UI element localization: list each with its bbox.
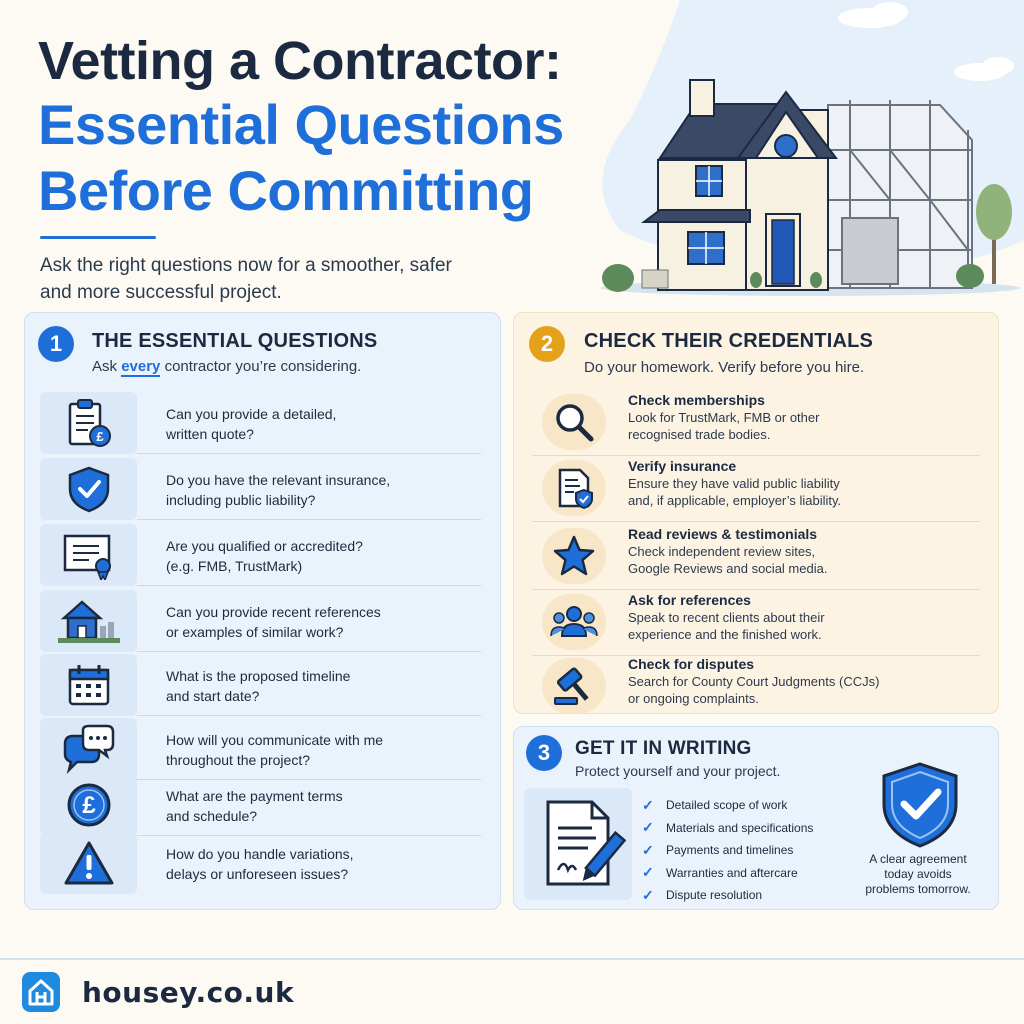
question-row	[40, 830, 481, 894]
svg-text:£: £	[95, 429, 104, 444]
house-icon	[40, 590, 137, 652]
section-2-title: CHECK THEIR CREDENTIALS	[584, 330, 874, 352]
gavel-icon	[542, 658, 606, 714]
question-row	[40, 588, 481, 652]
credential-title: Verify insurance	[628, 458, 737, 474]
credential-description: Ensure they have valid public liability and, if applicable, employer’s liability.	[628, 476, 842, 508]
check-icon: ✓	[642, 819, 654, 836]
agreement-note: A clear agreement today avoids problems tomorrow.	[865, 852, 971, 896]
question-text: What is the proposed timeline and start date?	[166, 668, 351, 704]
quote-clipboard-icon	[40, 392, 137, 454]
credential-row	[532, 590, 980, 656]
housey-logo[interactable]	[22, 972, 60, 1012]
credential-description: Check independent review sites, Google Reviews and social media.	[628, 544, 828, 576]
credential-description: Speak to recent clients about their experience and the finished work.	[628, 610, 825, 642]
credential-row	[532, 390, 980, 456]
section-1-subtitle: Ask every contractor you’re considering.	[92, 358, 362, 375]
question-text: How will you communicate with me throughout the project?	[166, 732, 384, 768]
chat-icon	[40, 718, 137, 780]
question-row	[40, 390, 481, 454]
check-icon: ✓	[642, 864, 654, 881]
subtitle: Ask the right questions now for a smoother, safer and more successful project.	[40, 255, 452, 303]
warning-icon	[40, 832, 137, 894]
question-text: How do you handle variations, delays or unforeseen issues?	[166, 846, 354, 882]
question-text: Are you qualified or accredited? (e.g. FMB, TrustMark)	[166, 538, 363, 574]
people-icon	[542, 594, 606, 650]
title-underline	[40, 236, 156, 239]
credential-title: Ask for references	[628, 592, 751, 608]
writing-checklist	[642, 794, 813, 907]
check-icon: ✓	[642, 841, 654, 858]
title-line-2: Essential Questions	[38, 93, 564, 156]
check-icon: ✓	[642, 796, 654, 813]
section-3-title: GET IT IN WRITING	[575, 738, 752, 759]
insurance-document-icon	[542, 460, 606, 516]
house-logo-icon	[26, 977, 56, 1007]
section-2-badge: 2	[529, 326, 565, 362]
question-row	[40, 522, 481, 586]
checklist-item: ✓ Payments and timelines	[642, 841, 794, 858]
check-icon: ✓	[642, 886, 654, 903]
highlight-every: every	[121, 358, 161, 375]
checklist-item: ✓ Materials and specifications	[642, 819, 814, 836]
certificate-icon	[40, 524, 137, 586]
credential-row	[532, 654, 980, 720]
footer-url[interactable]: housey.co.uk	[82, 976, 295, 1009]
row-divider	[137, 519, 481, 520]
checklist-item: ✓ Warranties and aftercare	[642, 864, 798, 881]
question-text: Can you provide a detailed, written quote?	[166, 406, 337, 442]
credential-row	[532, 456, 980, 522]
footer-divider	[0, 958, 1024, 960]
question-row	[40, 716, 481, 780]
insurance-shield-icon	[40, 458, 137, 520]
row-divider	[532, 521, 980, 522]
question-text: What are the payment terms and schedule?	[166, 788, 343, 824]
credential-description: Search for County Court Judgments (CCJs) or ongoing complaints.	[628, 674, 880, 706]
section-1-badge: 1	[38, 326, 74, 362]
row-divider	[137, 453, 481, 454]
star-icon	[542, 528, 606, 584]
pound-icon	[40, 774, 137, 836]
section-3-badge: 3	[526, 735, 562, 771]
credential-description: Look for TrustMark, FMB or other recognised trade bodies.	[628, 410, 820, 442]
contract-document-icon	[524, 788, 632, 900]
credential-title: Check memberships	[628, 392, 765, 408]
section-1-title: THE ESSENTIAL QUESTIONS	[92, 330, 378, 352]
row-divider	[137, 585, 481, 586]
question-row	[40, 456, 481, 520]
svg-text:£: £	[81, 792, 96, 819]
magnifier-icon	[542, 394, 606, 450]
title-line-1: Vetting a Contractor:	[38, 31, 562, 91]
question-row	[40, 772, 481, 836]
title-line-3: Before Committing	[38, 159, 534, 222]
question-row	[40, 652, 481, 716]
section-3-subtitle: Protect yourself and your project.	[575, 763, 781, 779]
credential-title: Check for disputes	[628, 656, 755, 672]
checklist-item: ✓ Dispute resolution	[642, 886, 763, 903]
checklist-item: ✓ Detailed scope of work	[642, 796, 788, 813]
protection-shield-icon	[878, 760, 962, 850]
credential-row	[532, 524, 980, 590]
question-text: Do you have the relevant insurance, including public liability?	[166, 472, 391, 508]
calendar-icon	[40, 654, 137, 716]
section-2-subtitle: Do your homework. Verify before you hire.	[584, 359, 865, 376]
credential-title: Read reviews & testimonials	[628, 526, 818, 542]
question-text: Can you provide recent references or examples of similar work?	[166, 604, 381, 640]
house-illustration	[560, 0, 1024, 300]
